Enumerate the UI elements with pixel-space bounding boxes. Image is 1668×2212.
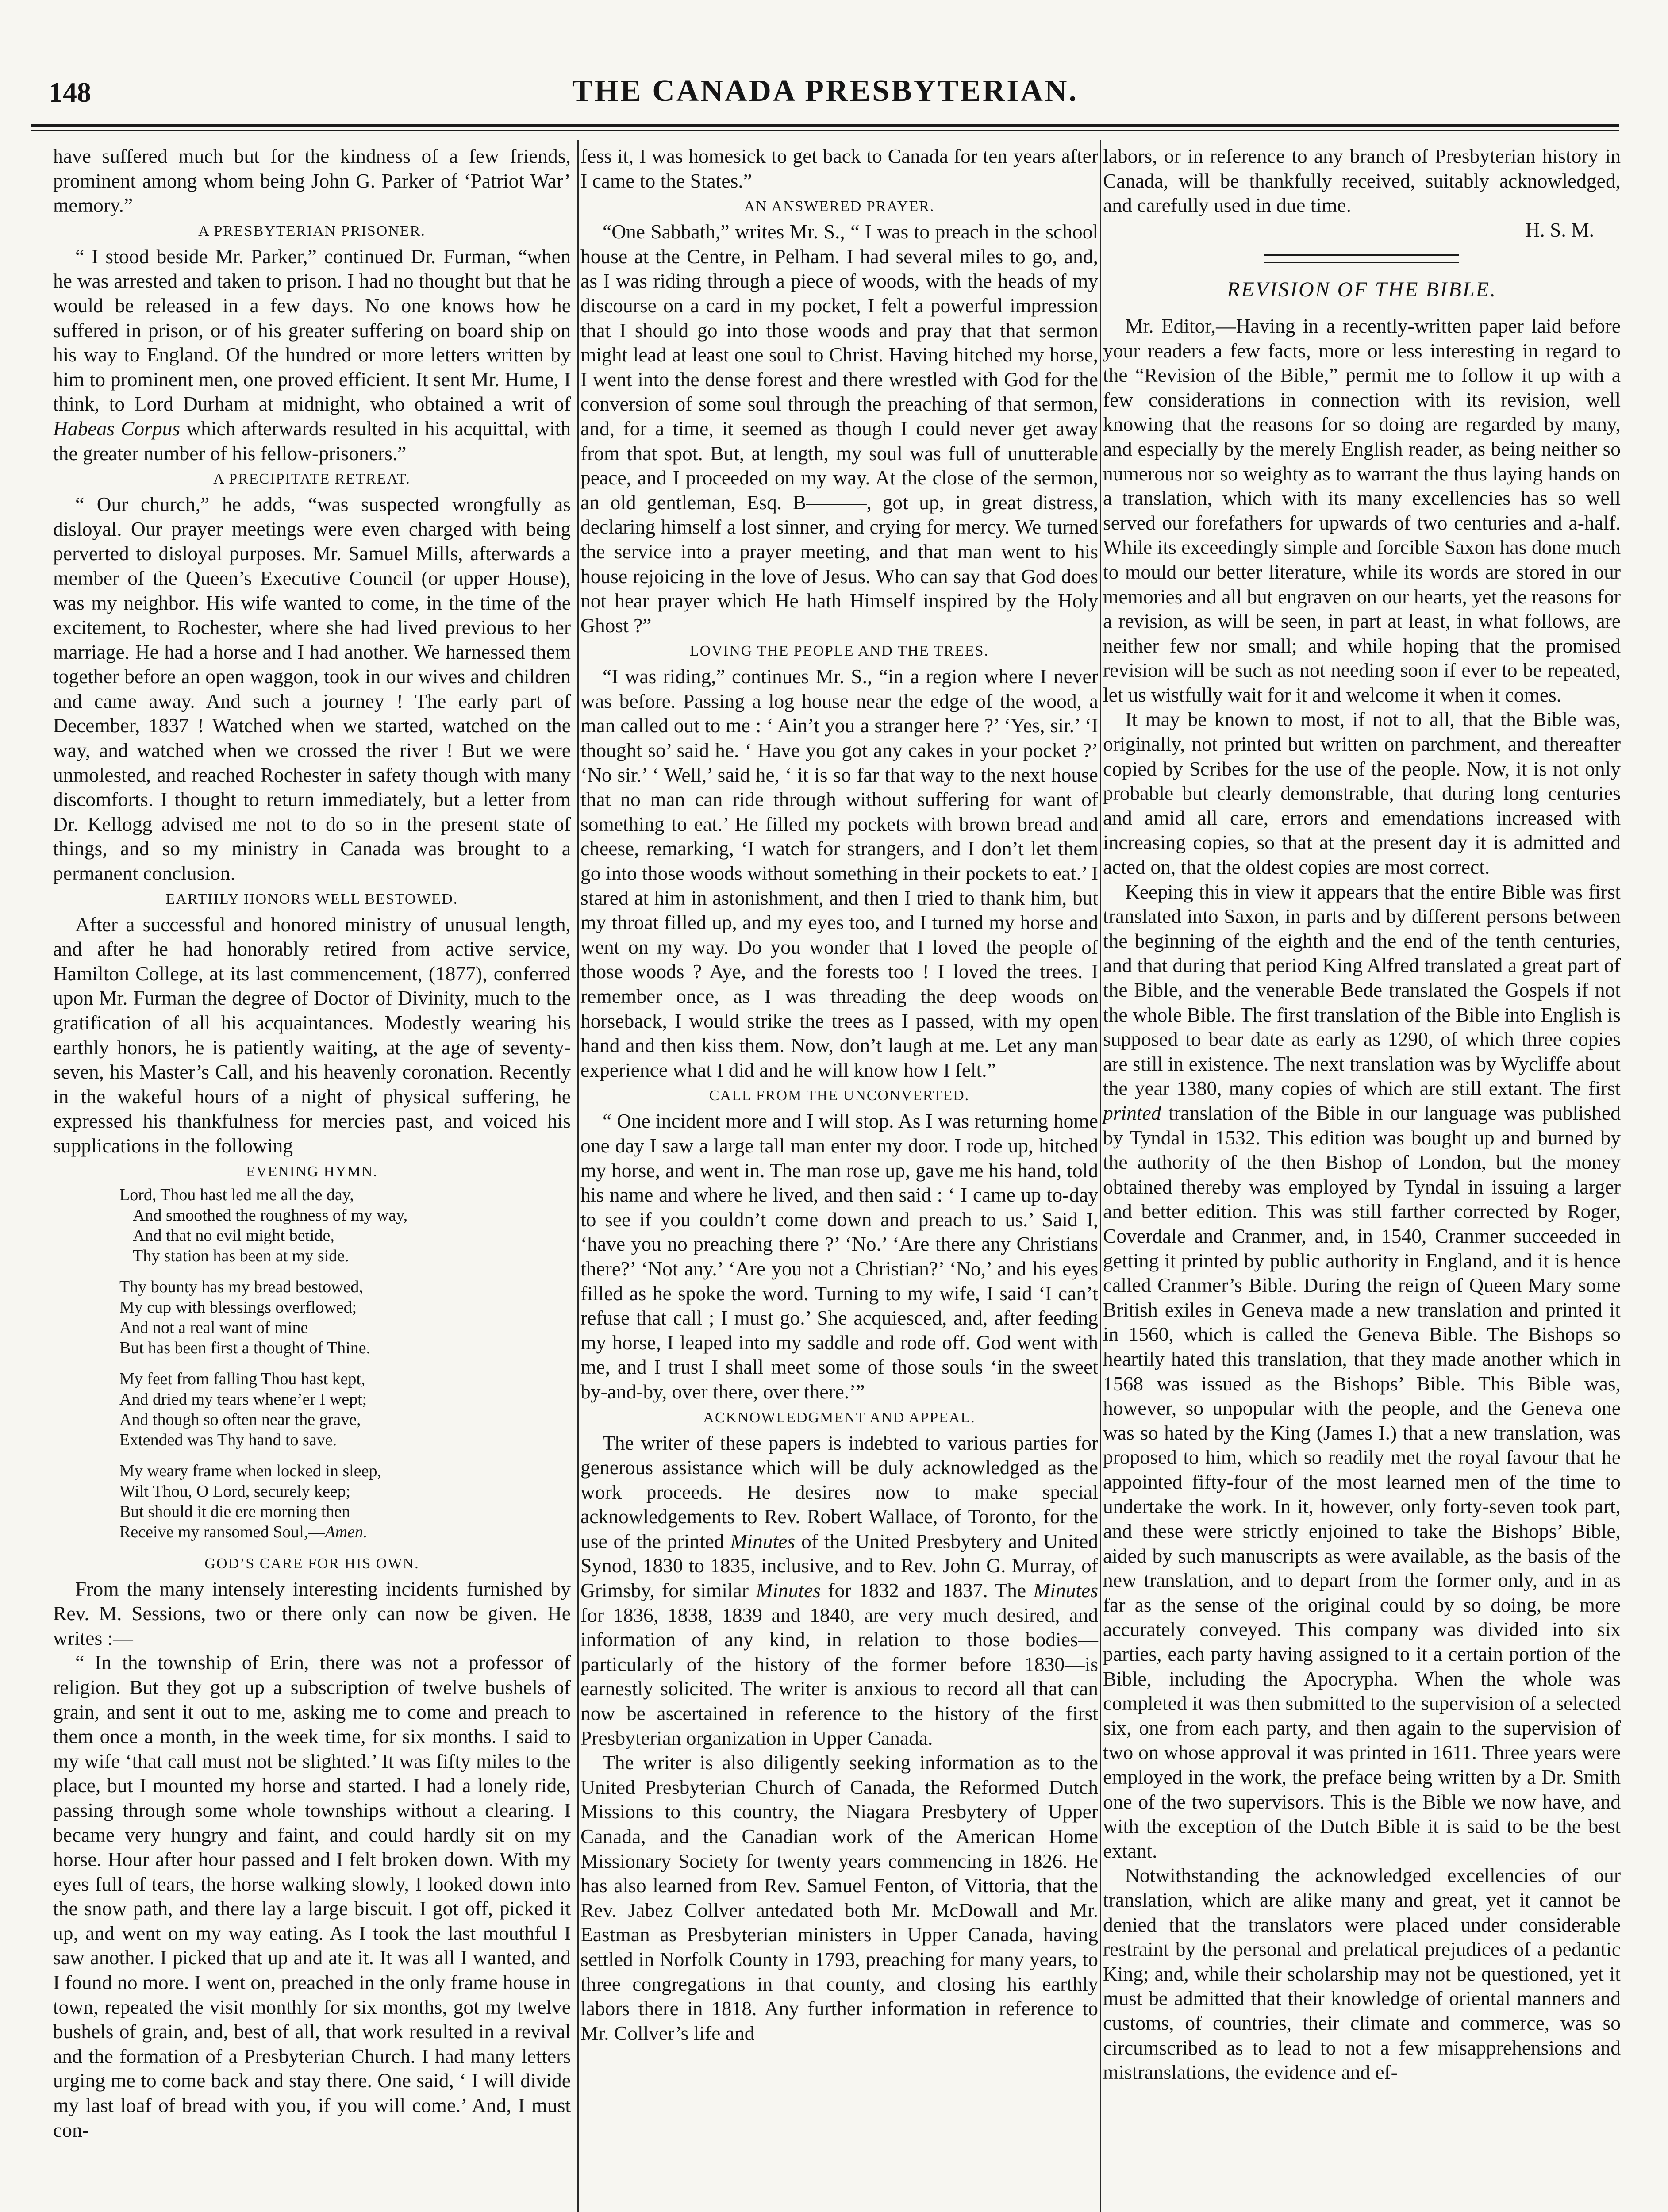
poem-line: But should it die ere morning then xyxy=(119,1502,350,1521)
poem-line: My feet from falling Thou hast kept, xyxy=(119,1369,365,1388)
paragraph: The writer of these papers is indebted to various parties for generous assistance which will be duly acknowledged as the work proceeds. He desires now to make special acknowledgements to Rev. Robert Wallace, of Toronto, for the use of the printed Minutes of the United Presbytery and United Synod, 1830 to 1835, inclusive, and to Rev. John G. Murray, of Grimsby, for similar Minutes for 1832 and 1837. The Minutes for 1836, 1838, 1839 and 1840, are very much desired, and information of any kind, in relation to those bodies—particularly of the history of the former before 1830—is earnestly solicited. The writer is anxious to record all that can now be ascertained in reference to the history of the first Presbyterian organization in Upper Canada. xyxy=(580,1431,1099,1749)
article-separator-rule xyxy=(1264,254,1459,263)
paragraph: labors, or in reference to any branch of Presbyterian history in Canada, will be thankfully received, suitably acknowledged, and carefully used in due time. xyxy=(1103,145,1621,217)
section-heading: EARTHLY HONORS WELL BESTOWED. xyxy=(165,891,458,907)
poem-line: Thy bounty has my bread bestowed, xyxy=(119,1277,363,1296)
section-heading: GOD’S CARE FOR HIS OWN. xyxy=(204,1555,419,1572)
poem-stanza xyxy=(119,1461,571,1542)
evening-hymn-poem xyxy=(119,1185,571,1542)
column-2 xyxy=(580,144,1098,2045)
column-divider-1 xyxy=(577,140,579,2212)
paragraph: “ I stood beside Mr. Parker,” continued Dr. Furman, “when he was arrested and taken to prison. I had no thought but that he would be released in a few days. No one knows how he suffered in prison, or of his greater suffering on board ship on his way to England. Of the hundred or more letters written by him to prominent men, one proved efficient. It sent Mr. Hume, I think, to Lord Durham at midnight, who obtained a writ of Habeas Corpus which afterwards resulted in his acquittal, with the greater number of his fellow-prisoners.” xyxy=(53,245,571,465)
paragraph: Notwithstanding the acknowledged excellencies of our translation, which are alike many and great, yet it cannot be denied that the translators were placed under considerable restraint by the personal and prelatical prejudices of a pedantic King; and, while their scholarship may not be questioned, yet it must be admitted that their knowledge of oriental manners and customs, of countries, their climate and commerce, was so circumscribed as to lead to not a few misapprehensions and mistranslations, the evidence and ef- xyxy=(1103,1864,1621,2084)
section-heading: LOVING THE PEOPLE AND THE TREES. xyxy=(690,643,989,660)
page-header xyxy=(31,66,1619,119)
paragraph: “I was riding,” continues Mr. S., “in a region where I never was before. Passing a log house near the edge of the wood, a man called out to me : ‘ Ain’t you a stranger here ?’ ‘Yes, sir.’ ‘I thought so’ said he. ‘ Have you got any cakes in your pocket ?’ ‘No sir.’ ‘ Well,’ said he, ‘ it is so far that way to the next house that no man can ride through without suffering for want of something to eat.’ He filled my pockets with brown bread and cheese, remarking, ‘I watch for strangers, and I don’t let them go into those woods without something in their pockets to eat.’ I stared at him in astonishment, and then I tried to thank him, but my throat filled up, and my eyes too, and I turned my horse and went on my way. Do you wonder that I loved the people of those woods ? Aye, and the forests too ! I loved the trees. I remember once, as I was threading the deep woods on horseback, I would strike the trees as I passed, with my open hand and then kiss them. Now, don’t laugh at me. Let any man experience what I did and he will know how I felt.” xyxy=(580,665,1098,1081)
poem-line: Wilt Thou, O Lord, securely keep; xyxy=(119,1482,351,1501)
poem-line: Receive my ransomed Soul,—Amen. xyxy=(119,1522,368,1541)
poem-line: And though so often near the grave, xyxy=(119,1410,361,1429)
author-signature: H. S. M. xyxy=(1525,218,1594,241)
poem-line: But has been first a thought of Thine. xyxy=(119,1338,371,1357)
column-divider-2 xyxy=(1100,140,1101,2212)
section-heading: A PRESBYTERIAN PRISONER. xyxy=(198,223,426,239)
poem-line: And that no evil might betide, xyxy=(133,1226,334,1245)
header-rule-thick xyxy=(31,124,1619,127)
article-title: REVISION OF THE BIBLE. xyxy=(1227,278,1497,302)
section-heading: ACKNOWLEDGMENT AND APPEAL. xyxy=(703,1409,976,1426)
column-3 xyxy=(1103,144,1621,2085)
poem-line: And not a real want of mine xyxy=(119,1318,308,1337)
paragraph: Mr. Editor,—Having in a recently-written paper laid before your readers a few facts, more or less interesting in regard to the “Revision of the Bible,” permit me to follow it up with a few considerations in connection with its revision, well knowing that the reasons for so doing are regarded by many, and especially by the merely English reader, as being neither so numerous nor so weighty as to warrant the thus laying hands on a translation, which with its many excellencies has so well served our forefathers for upwards of two centuries and a-half. While its exceedingly simple and forcible Saxon has done much to mould our better literature, while its words are stored in our memories and all but engraven on our hearts, yet the reasons for a revision, as will be seen, in part at least, in what follows, are neither few nor small; and while hoping that the promised revision will be such as not needing soon if ever to be repeated, let us wistfully wait for it and welcome it when it comes. xyxy=(1103,314,1621,706)
paragraph: “ Our church,” he adds, “was suspected wrongfully as disloyal. Our prayer meetings were even charged with being perverted to disloyal purposes. Mr. Samuel Mills, afterwards a member of the Queen’s Executive Council (or upper House), was my neighbor. His wife wanted to come, in the time of the excitement, to Rochester, where she had lived previous to her marriage. He had a horse and I had another. We harnessed them together before an open waggon, took in our wives and children and came away. And such a journey ! The early part of December, 1837 ! Watched when we started, watched on the way, and watched when we crossed the river ! But we were unmolested, and reached Rochester in safety though with many discomforts. I thought to return immediately, but a letter from Dr. Kellogg advised me not to do so in the present state of things, and so my ministry in Canada was brought to a permanent conclusion. xyxy=(53,493,571,885)
section-heading: AN ANSWERED PRAYER. xyxy=(744,198,935,215)
paragraph: Keeping this in view it appears that the entire Bible was first translated into Saxon, in parts and by different persons between the beginning of the eighth and the end of the tenth centuries, and that during that period King Alfred translated a great part of the Bible, and the venerable Bede translated the Gospels if not the whole Bible. The first translation of the Bible into English is supposed to bear date as early as 1290, of which three copies are still in existence. The next translation was by Wycliffe about the year 1380, many copies of which are still extant. The first printed translation of the Bible in our language was published by Tyndal in 1532. This edition was bought up and burned by the authority of the then Bishop of London, but the money obtained thereby was employed by Tyndal in issuing a larger and better edition. This was still farther corrected by Roger, Coverdale and Cranmer, and, in 1540, Cranmer succeeded in getting it printed by public authority in England, and it is hence called Cranmer’s Bible. During the reign of Queen Mary some British exiles in Geneva made a new translation and printed it in 1560, which is called the Geneva Bible. The Bishops so heartily hated this translation, that they made another which in 1568 was issued as the Bishops’ Bible. This Bible was, however, so unpopular with the people, and the Geneva one was so hated by the King (James I.) that a new translation, was proposed to him, which so readily met the royal favour that he appointed fifty-four of the most learned men of the time to undertake the work. In it, however, only forty-seven took part, and these were strictly enjoined to take the Bishops’ Bible, aided by such manuscripts as were available, as the basis of the new translation, and to depart from the former only, and in as far as the sense of the original could by so doing, be more accurately conveyed. This company was divided into six parties, each party having assigned to it a certain portion of the Bible, including the Apocrypha. When the whole was completed it was then submitted to the supervision of a selected six, one from each party, and then again to the supervision of two on whose approval it was printed in 1611. Three years were employed in the work, the preface being written by a Dr. Smith one of the two supervisors. This is the Bible we now have, and with the exception of the Dutch Bible it is said to be the best extant. xyxy=(1103,880,1621,1862)
poem-stanza xyxy=(119,1277,571,1358)
column-1 xyxy=(53,144,571,2142)
poem-line: Thy station has been at my side. xyxy=(133,1246,349,1265)
paragraph: “ In the township of Erin, there was not a professor of religion. But they got up a subscription of twelve bushels of grain, and sent it out to me, asking me to come and preach to them once a month, in the week time, for six months. I said to my wife ‘that call must not be slighted.’ It was fifty miles to the place, but I mounted my horse and started. I had a lonely ride, passing through some whole townships without a clearing. I became very hungry and faint, and could hardly sit on my horse. Hour after hour passed and I felt broken down. With my eyes full of tears, the horse walking slowly, I looked down into the snow path, and there lay a large biscuit. I got off, picked it up, and went on my way eating. As I took the last mouthful I saw another. I picked that up and ate it. It was all I wanted, and I found no more. I went on, preached in the only frame house in town, repeated the visit monthly for six months, got my twelve bushels of grain, and, best of all, that work resulted in a revival and the formation of a Presbyterian Church. I had many letters urging me to come back and stay there. One said, ‘ I will divide my last loaf of bread with you, if you will come.’ And, I must con- xyxy=(53,1651,571,2141)
poem-stanza xyxy=(119,1185,571,1266)
header-rule-thin xyxy=(31,130,1619,131)
poem-stanza xyxy=(119,1369,571,1450)
poem-line: Extended was Thy hand to save. xyxy=(119,1430,337,1449)
poem-line: And smoothed the roughness of my way, xyxy=(133,1206,408,1225)
paragraph: After a successful and honored ministry of unusual length, and after he had honorably retired from active service, Hamilton College, at its last commencement, (1877), conferred upon Mr. Furman the degree of Doctor of Divinity, much to the gratification of all his acquaintances. Modestly wearing his earthly honors, he is patiently waiting, at the age of seventy-seven, his Master’s Call, and his heavenly coronation. Recently in the wakeful hours of a night of physical suffering, he expressed his thankfulness for mercies past, and voiced his supplications in the following xyxy=(53,913,571,1157)
paragraph: “ One incident more and I will stop. As I was returning home one day I saw a large tall man enter my door. I rode up, hitched my horse, and went in. The man rose up, gave me his hand, told his name and where he lived, and then said : ‘ I came up to-day to see if you couldn’t come down and preach to us.’ Said I, ‘have you no preaching there ?’ ‘No.’ ‘Are there any Christians there?’ ‘Not any.’ ‘Are you not a Christian?’ ‘No,’ and his eyes filled as he spoke the word. Turning to my wife, I said ‘I can’t refuse that call ; I must go.’ She acquiesced, and, after feeding my horse, I leaped into my saddle and rode off. God went with me, and I trust I shall meet some of those souls ‘in the sweet by-and-by, over there, over there.’” xyxy=(580,1110,1098,1403)
poem-amen: Amen. xyxy=(325,1522,368,1541)
paragraph: fess it, I was homesick to get back to Canada for ten years after I came to the States.” xyxy=(580,145,1098,192)
paragraph: The writer is also diligently seeking information as to the United Presbyterian Church of Canada, the Reformed Dutch Missions to this country, the Niagara Presbytery of Upper Canada, and the Canadian work of the American Home Missionary Society for twenty years commencing in 1826. He has also learned from Rev. Samuel Fenton, of Vittoria, that the Rev. Jabez Collver antedated both Mr. McDowall and Mr. Eastman as Presbyterian ministers in Upper Canada, having settled in Norfolk County in 1793, preaching for many years, to three congregations in that county, and closing his earthly labors there in 1818. Any further information in reference to Mr. Collver’s life and xyxy=(580,1751,1098,2044)
poem-title: EVENING HYMN. xyxy=(246,1163,378,1180)
section-heading: A PRECIPITATE RETREAT. xyxy=(213,471,411,488)
journal-title: THE CANADA PRESBYTERIAN. xyxy=(572,74,1079,108)
section-heading: CALL FROM THE UNCONVERTED. xyxy=(709,1087,970,1104)
paragraph: It may be known to most, if not to all, that the Bible was, originally, not printed but written on parchment, and thereafter copied by Scribes for the use of the people. Now, it is not only probable but clearly demonstrable, that during long centuries and amid all care, errors and emendations increased with increasing copies, so that at the present day it is admitted and acted on, that the oldest copies are most correct. xyxy=(1103,708,1621,879)
poem-line: Lord, Thou hast led me all the day, xyxy=(119,1185,354,1204)
paragraph: “One Sabbath,” writes Mr. S., “ I was to preach in the school house at the Centre, in Pelham. I had several miles to go, and, as I was riding through a piece of woods, with the heads of my discourse on a card in my pocket, I felt a powerful impression that I should go into those woods and pray that that sermon might lead at least one soul to Christ. Having hitched my horse, I went into the dense forest and there wrestled with God for the conversion of some soul through the preaching of that sermon, and, for a time, it seemed as though I could never get away from that spot. But, at length, my soul was full of unutterable peace, and I proceeded on my way. At the close of the sermon, an old gentleman, Esq. B———, got up, in great distress, declaring himself a lost sinner, and crying for mercy. We turned the service into a prayer meeting, and that man went to his house rejoicing in the love of Jesus. Who can say that God does not hear prayer which He hath Himself inspired by the Holy Ghost ?” xyxy=(580,220,1098,637)
page-number: 148 xyxy=(49,77,91,108)
poem-line: And dried my tears whene’er I wept; xyxy=(119,1390,367,1409)
poem-line: My weary frame when locked in sleep, xyxy=(119,1461,381,1480)
poem-line: My cup with blessings overflowed; xyxy=(119,1298,357,1317)
paragraph: have suffered much but for the kindness of a few friends, prominent among whom being John G. Parker of ‘Patriot War’ memory.” xyxy=(53,145,571,217)
paragraph: From the many intensely interesting incidents furnished by Rev. M. Sessions, two or there only can now be given. He writes :— xyxy=(53,1577,571,1649)
